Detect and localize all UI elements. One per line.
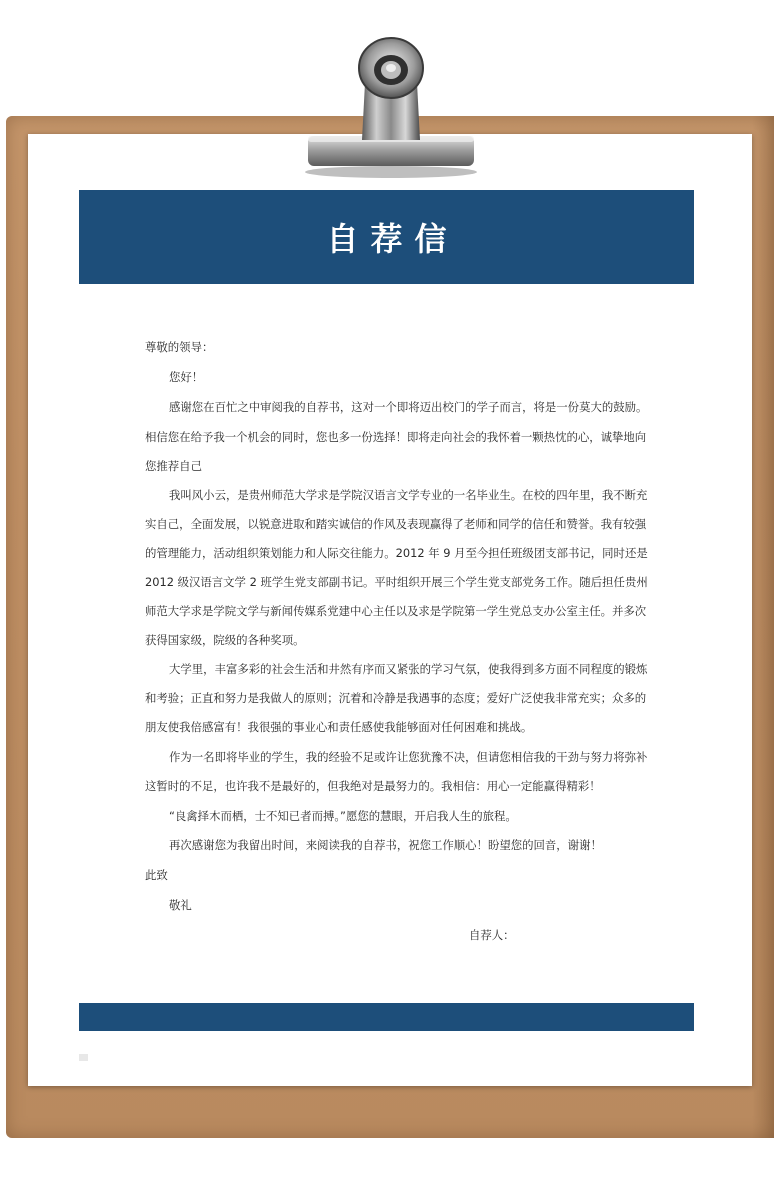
- body-line: 获得国家级，院级的各种奖项。: [145, 633, 305, 647]
- corner-mark: [79, 1054, 88, 1061]
- body-line: 实自己，全面发展，以锐意进取和踏实诚信的作风及表现赢得了老师和同学的信任和赞誉。我有较强: [145, 517, 647, 531]
- quote-line: “良禽择木而栖，士不知已者而搏。”愿您的慧眼，开启我人生的旅程。: [169, 809, 517, 823]
- hello-line: 您好！: [169, 370, 204, 384]
- body-line: 感谢您在百忙之中审阅我的自荐书，这对一个即将迈出校门的学子而言，将是一份莫大的鼓励。: [169, 400, 648, 414]
- greeting-line: 尊敬的领导：: [145, 340, 214, 354]
- body-line: 的管理能力，活动组织策划能力和人际交往能力。2012 年 9 月至今担任班级团支部书记，同时还是: [145, 546, 648, 560]
- body-line: 相信您在给予我一个机会的同时，您也多一份选择！即将走向社会的我怀着一颗热忱的心，诚挚地向: [145, 430, 647, 444]
- body-line: 作为一名即将毕业的学生，我的经验不足或许让您犹豫不决，但请您相信我的干劲与努力将弥补: [169, 750, 648, 764]
- salute-line: 敬礼: [169, 898, 192, 912]
- binder-clip-icon: [296, 24, 486, 180]
- body-line: 2012 级汉语言文学 2 班学生党支部副书记。平时组织开展三个学生党支部党务工作。随后担任贵州: [145, 575, 648, 589]
- body-line: 和考验；正直和努力是我做人的原则；沉着和冷静是我遇事的态度；爱好广泛使我非常充实；众多的: [145, 691, 647, 705]
- body-line: 再次感谢您为我留出时间，来阅读我的自荐书，祝您工作顺心！盼望您的回音，谢谢！: [169, 838, 602, 852]
- body-line: 我叫风小云，是贵州师范大学求是学院汉语言文学专业的一名毕业生。在校的四年里，我不断充: [169, 488, 648, 502]
- page-title: 自荐信: [326, 220, 459, 258]
- body-line: 这暂时的不足，也许我不是最好的，但我绝对是最努力的。我相信：用心一定能赢得精彩！: [145, 779, 601, 793]
- signature-label: 自荐人：: [469, 928, 515, 942]
- body-line: 大学里，丰富多彩的社会生活和井然有序而又紧张的学习气氛，使我得到多方面不同程度的锻炼: [169, 662, 648, 676]
- title-banner: [79, 190, 694, 284]
- board-edge-shade: [752, 116, 774, 1138]
- body-line: 师范大学求是学院文学与新闻传媒系党建中心主任以及求是学院第一学生党总支办公室主任。并多次: [145, 604, 647, 618]
- body-line: 朋友使我倍感富有！我很强的事业心和责任感使我能够面对任何困难和挑战。: [145, 720, 533, 734]
- footer-banner: [79, 1003, 694, 1031]
- body-line: 您推荐自己: [145, 459, 202, 473]
- closing-line: 此致: [145, 868, 168, 882]
